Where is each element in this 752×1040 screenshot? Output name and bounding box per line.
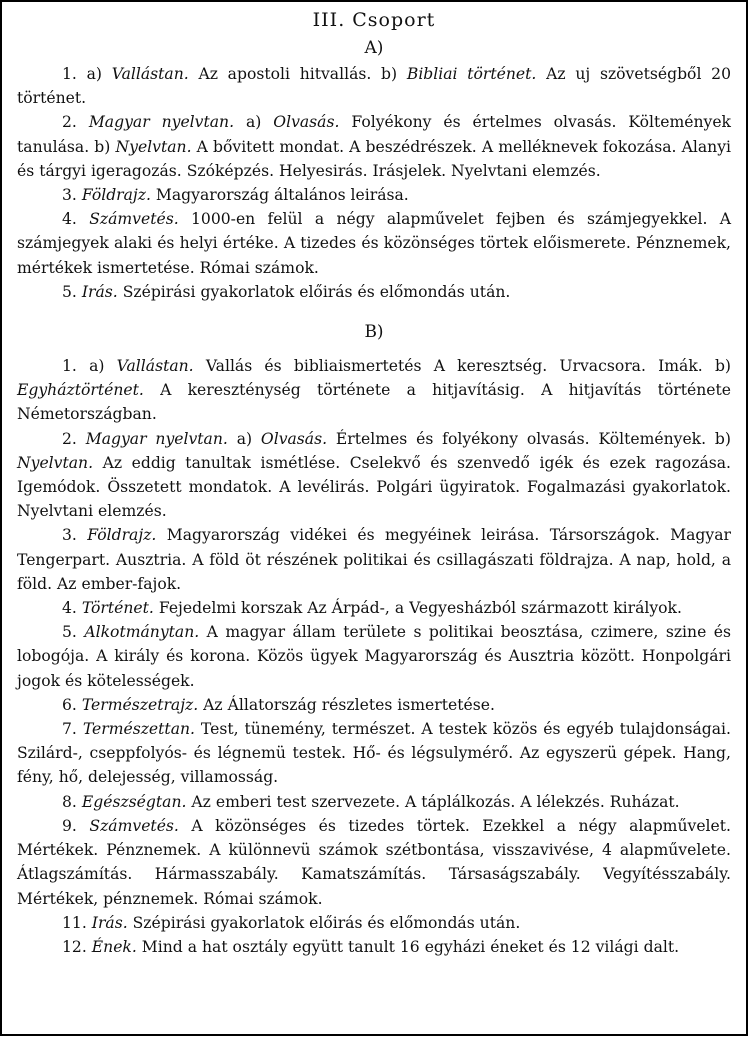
- subject-name: Magyar nyelvtan.: [88, 113, 235, 132]
- item-text: Magyarország általános leirása.: [150, 186, 409, 205]
- subject-name: Vallástan.: [111, 65, 189, 83]
- subject-name: Olvasás.: [260, 429, 328, 448]
- item-number: 5.: [62, 282, 77, 301]
- item-text: Vallás és bibliaismertetés A keresztség. Urvacsora. Imák. b): [193, 357, 732, 376]
- item-text: a): [234, 113, 274, 132]
- item-text: A magyar állam területe s politikai beosztása, czimere, szine és lobogója. A király és korona. Közös ügyek Magyarország és Ausztria között. Honpolgári jogok és kötelességek.: [17, 623, 731, 690]
- subject-name: Nyelvtan.: [115, 137, 192, 156]
- curriculum-item: [17, 717, 731, 790]
- subject-name: Számvetés.: [89, 210, 179, 229]
- item-number: 4.: [62, 210, 77, 229]
- item-text: Folyékony és értelmes olvasás. Költemények tanulása. b): [17, 113, 731, 156]
- subject-name: Alkotmánytan.: [84, 623, 200, 642]
- subject-name: Ének.: [91, 937, 137, 956]
- item-text: Az Állatország részletes ismertetése.: [198, 695, 495, 714]
- item-text: Test, tünemény, természet. A testek közös és egyéb tulajdonságai. Szilárd-, cseppfolyós- és légnemü testek. Hő- és légsulymérő. Az egyszerü gépek. Hang, fény, hő, delejesség, villamosság.: [17, 720, 731, 787]
- curriculum-item: [17, 183, 731, 207]
- curriculum-item: [17, 280, 731, 304]
- item-text: Értelmes és folyékony olvasás. Költemények. b): [327, 429, 731, 448]
- section-label: B): [364, 322, 384, 343]
- item-number: 2.: [62, 429, 77, 448]
- curriculum-item: [17, 620, 731, 693]
- subject-name: Vallástan.: [116, 357, 194, 376]
- item-number: 4.: [62, 599, 77, 618]
- curriculum-item: [17, 110, 731, 183]
- subject-name: Földrajz.: [87, 526, 157, 545]
- item-number: 1.: [62, 65, 77, 83]
- subject-name: Egészségtan.: [81, 792, 187, 811]
- item-text: a): [76, 357, 117, 376]
- item-number: 9.: [62, 816, 77, 835]
- subject-name: Nyelvtan.: [17, 453, 94, 472]
- item-number: 11.: [62, 913, 87, 932]
- subject-name: Természettan.: [82, 720, 195, 739]
- item-number: 3.: [62, 526, 77, 545]
- item-text: A kereszténység története a hitjavításig. A hitjavítás története Németországban.: [17, 381, 731, 424]
- item-text: Az uj szövetségből 20 történet.: [17, 65, 732, 108]
- curriculum-item: [17, 693, 731, 717]
- item-number: 7.: [62, 720, 77, 739]
- curriculum-item: [17, 354, 731, 427]
- curriculum-item: [17, 62, 731, 110]
- item-number: 8.: [62, 792, 77, 811]
- section-label: A): [364, 38, 384, 58]
- item-text: a): [227, 429, 261, 448]
- item-text: Szépirási gyakorlatok előirás és előmondás után.: [127, 913, 521, 932]
- curriculum-item: [17, 790, 731, 814]
- subject-name: Földrajz.: [81, 186, 151, 205]
- subject-name: Történet.: [81, 599, 154, 618]
- subject-name: Olvasás.: [273, 113, 340, 132]
- curriculum-item: [17, 911, 731, 935]
- curriculum-item: [17, 814, 731, 911]
- item-text: [77, 430, 86, 448]
- item-text: Az eddig tanultak ismétlése. Cselekvő és szenvedő igék és ezek ragozása. Igemódok. Összetett mondatok. A levélirás. Polgári ügyiratok. Fogalmazási gyakorlatok. Nyelvtani elemzés.: [17, 453, 731, 521]
- item-text: [77, 210, 89, 228]
- item-text: [77, 817, 90, 835]
- item-number: 6.: [62, 695, 77, 714]
- item-text: Mind a hat osztály együtt tanult 16 egyházi éneket és 12 világi dalt.: [136, 937, 680, 956]
- curriculum-item: [17, 207, 731, 280]
- subject-name: Természetrajz.: [81, 695, 199, 714]
- item-text: Magyarország vidékei és megyéinek leirása. Társországok. Magyar Tengerpart. Ausztria. A föld öt részének politikai és csillagászati földrajza. A nap, hold, a föld. Az ember-fajok.: [17, 526, 731, 593]
- item-text: Az emberi test szervezete. A táplálkozás. A lélekzés. Ruházat.: [186, 792, 680, 811]
- curriculum-item: [17, 427, 731, 524]
- page-title: III. Csoport: [312, 9, 436, 31]
- subject-name: Irás.: [81, 282, 118, 301]
- item-text: [77, 113, 89, 131]
- subject-name: Irás.: [91, 913, 128, 932]
- item-text: a): [76, 65, 112, 83]
- curriculum-sections: [17, 38, 731, 959]
- subject-name: Számvetés.: [89, 816, 179, 835]
- subject-name: Bibliai történet.: [406, 65, 537, 83]
- item-text: Fejedelmi korszak Az Árpád-, a Vegyesházból származott királyok.: [153, 599, 682, 618]
- item-number: 12.: [62, 937, 87, 956]
- item-text: [77, 526, 87, 544]
- subject-name: Egyháztörténet.: [17, 381, 144, 400]
- item-text: Szépirási gyakorlatok előirás és előmondás után.: [117, 282, 511, 301]
- item-number: 3.: [62, 186, 77, 205]
- item-number: 2.: [62, 113, 77, 132]
- item-number: 1.: [62, 357, 77, 376]
- item-text: 1000-en felül a négy alapművelet fejben és számjegyekkel. A számjegyek alaki és helyi értéke. A tizedes és közönséges törtek előismerete. Pénznemek, mértékek ismertetése. Római számok.: [17, 210, 731, 277]
- item-text: A bővitett mondat. A beszédrészek. A melléknevek fokozása. Alanyi és tárgyi igeragozás. Szóképzés. Helyesirás. Irásjelek. Nyelvtani elemzés.: [17, 137, 731, 180]
- curriculum-item: [17, 935, 731, 959]
- curriculum-item: [17, 523, 731, 596]
- item-number: 5.: [62, 623, 77, 642]
- curriculum-item: [17, 596, 731, 620]
- subject-name: Magyar nyelvtan.: [85, 429, 228, 448]
- item-text: A közönséges és tizedes törtek. Ezekkel a négy alapművelet. Mértékek. Pénznemek. A különnevü számok szétbontása, visszavivése, 4 alapművelete. Átlagszámítás. Hármasszabály. Kamatszámítás. Társaságszabály. Vegyítésszabály. Mértékek, pénznemek. Római számok.: [17, 816, 731, 908]
- item-text: Az apostoli hitvallás. b): [188, 65, 407, 83]
